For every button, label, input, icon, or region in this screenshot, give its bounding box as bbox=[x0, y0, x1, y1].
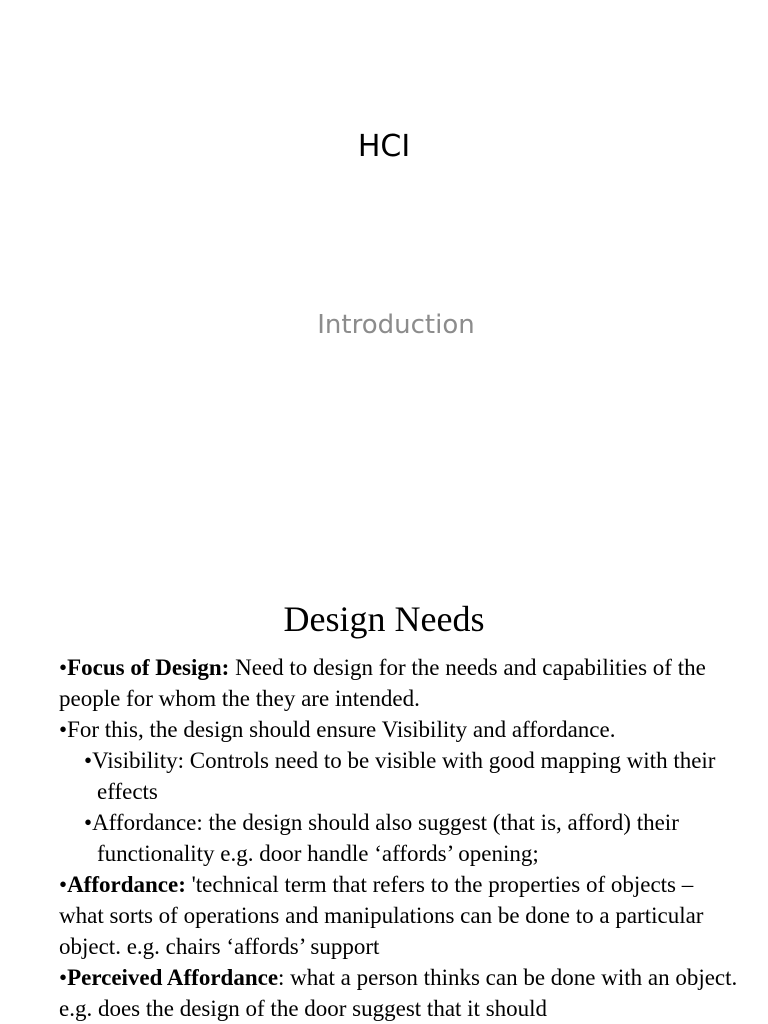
bullet-text: 'technical term that refers to the properties of objects – what sorts of operations and manipulations can be done to a particular object. e.g. chairs ‘affords’ support bbox=[59, 872, 704, 959]
bullet-item bbox=[59, 869, 739, 962]
slide-heading: Design Needs bbox=[283, 599, 485, 639]
slide-subtitle: Introduction bbox=[317, 310, 475, 340]
slide-title: HCI bbox=[357, 129, 411, 164]
bullet-marker: • bbox=[84, 748, 93, 773]
sub-bullet-item bbox=[59, 807, 739, 869]
bullet-text: For this, the design should ensure Visibility and affordance. bbox=[67, 717, 616, 742]
bullet-text: Need to design for the needs and capabilities of the people for whom the they are intended. bbox=[59, 655, 706, 711]
sub-bullet-item bbox=[59, 745, 739, 807]
bullet-marker: • bbox=[59, 655, 68, 680]
bullet-bold-term: Focus of Design: bbox=[67, 655, 230, 680]
bullet-text: : what a person thinks can be done with an object. e.g. does the design of the door suggest that it should bbox=[59, 965, 738, 1021]
bullet-bold-term: Perceived Affordance bbox=[67, 965, 279, 990]
content-slide bbox=[0, 570, 768, 1024]
bullet-bold-term: Affordance: bbox=[67, 872, 186, 897]
bullet-marker: • bbox=[59, 872, 68, 897]
bullet-marker: • bbox=[84, 810, 93, 835]
bullet-item bbox=[59, 652, 739, 714]
bullet-marker: • bbox=[59, 965, 68, 990]
bullet-text: Affordance: the design should also suggest (that is, afford) their functionality e.g. door handle ‘affords’ opening; bbox=[92, 810, 679, 866]
bullet-marker: • bbox=[59, 717, 68, 742]
bullet-item bbox=[59, 714, 739, 745]
bullet-text: Visibility: Controls need to be visible with good mapping with their effects bbox=[92, 748, 716, 804]
bullet-list bbox=[59, 652, 739, 1024]
bullet-item bbox=[59, 962, 739, 1024]
